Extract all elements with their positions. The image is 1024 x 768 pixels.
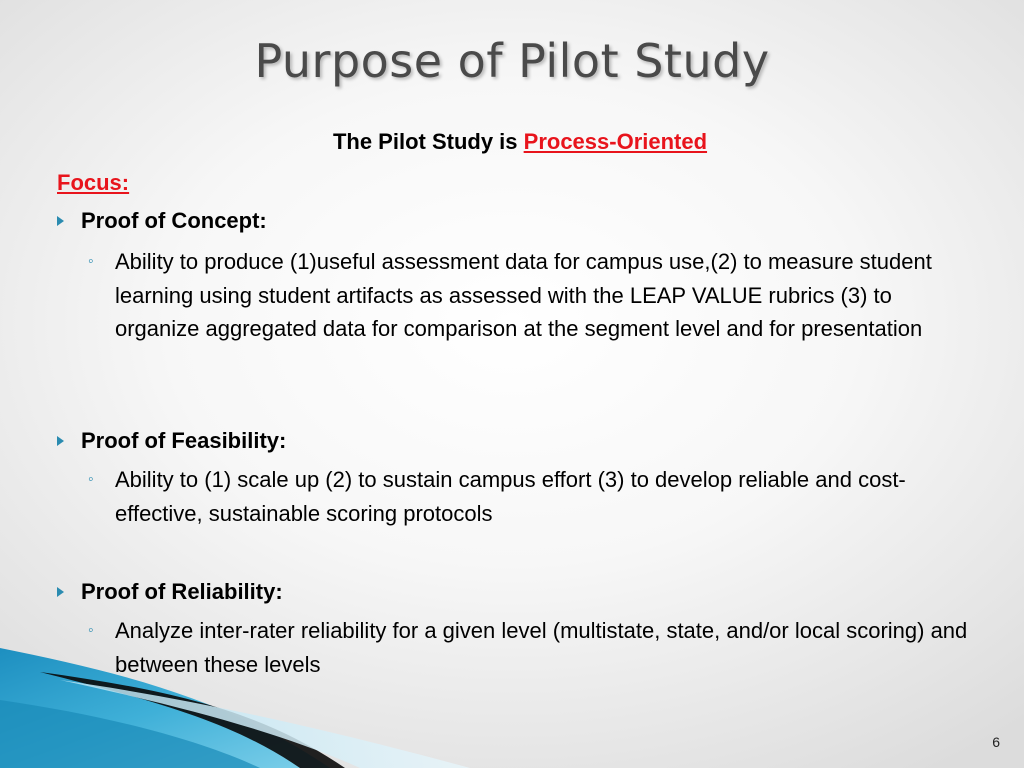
section-detail-reliability (88, 614, 968, 681)
section-heading-reliability (57, 579, 283, 605)
focus-label: Focus: (57, 170, 130, 195)
section-heading-feasibility (57, 428, 286, 454)
subtitle-prefix: The Pilot Study is (332, 129, 524, 154)
triangle-right-icon (57, 587, 64, 597)
section-heading-label: Proof of Concept: (81, 208, 267, 233)
section-heading-label: Proof of Feasibility: (81, 428, 287, 453)
triangle-right-icon (57, 436, 64, 446)
section-detail-feasibility (88, 463, 968, 530)
section-heading-concept (57, 208, 267, 234)
circle-bullet-icon: ◦ (88, 622, 94, 639)
section-detail-concept (88, 245, 968, 346)
section-detail-text: Ability to produce (1)useful assessment data for campus use,(2) to measure student learning using student artifacts as assessed with the LEAP VALUE rubrics (3) to organize aggregated data for comparison at the segment level and for presentation (115, 249, 932, 341)
section-detail-text: Ability to (1) scale up (2) to sustain campus effort (3) to develop reliable and cost-effective, sustainable scoring protocols (115, 467, 906, 526)
circle-bullet-icon: ◦ (88, 471, 94, 488)
page-number: 6 (992, 734, 1000, 750)
triangle-right-icon (57, 216, 64, 226)
subtitle-emphasis: Process-Oriented (523, 129, 708, 154)
section-heading-label: Proof of Reliability: (81, 579, 283, 604)
circle-bullet-icon: ◦ (88, 253, 94, 270)
slide-title: Purpose of Pilot Study (254, 34, 770, 88)
section-detail-text: Analyze inter-rater reliability for a given level (multistate, state, and/or local scoring) and between these levels (115, 618, 968, 677)
